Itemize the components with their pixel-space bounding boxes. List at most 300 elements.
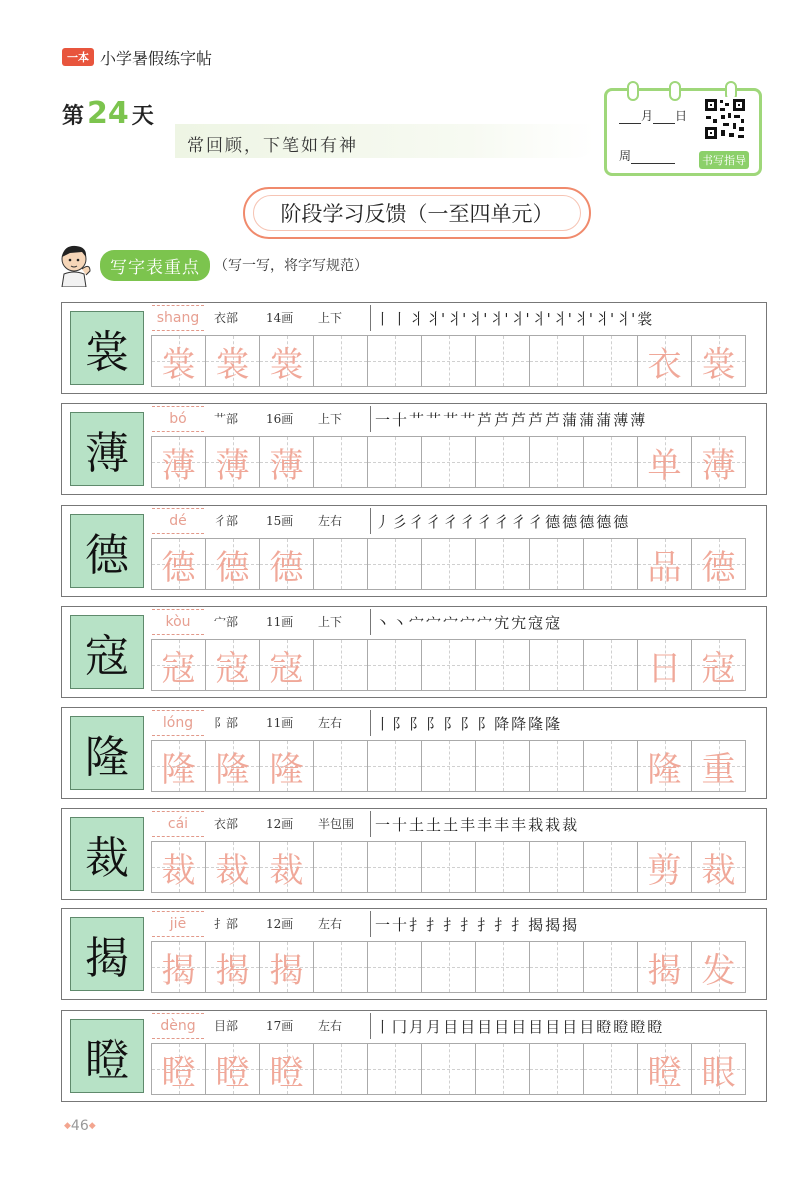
stroke-step: 冂 xyxy=(392,1017,408,1036)
word-character: 剪 xyxy=(647,850,682,891)
stroke-step: 裁 xyxy=(562,815,578,834)
practice-cell xyxy=(205,538,260,590)
practice-cell xyxy=(691,436,746,488)
practice-cell xyxy=(637,1043,692,1095)
stroke-step: 德 xyxy=(596,512,612,531)
word-character: 薄 xyxy=(701,445,736,486)
stroke-step: 目 xyxy=(460,1017,476,1036)
word-character: 裳 xyxy=(701,344,736,385)
practice-grid xyxy=(152,841,756,893)
stroke-step: 丰 xyxy=(494,815,510,834)
stroke-step: 薄 xyxy=(613,410,629,429)
structure: 上下 xyxy=(318,615,343,629)
practice-grid xyxy=(152,436,756,488)
practice-cell[interactable] xyxy=(475,740,530,792)
practice-cell xyxy=(151,335,206,387)
stroke-step: 艹 xyxy=(409,410,425,429)
stroke-step: 丰 xyxy=(460,815,476,834)
word-character: 裁 xyxy=(701,850,736,891)
stroke-step: 目 xyxy=(494,1017,510,1036)
trace-character: 薄 xyxy=(215,445,250,486)
day-blank[interactable] xyxy=(653,111,675,124)
stroke-step: 丨 xyxy=(375,309,391,328)
stroke-step: 一 xyxy=(375,815,391,834)
stroke-step: 彳 xyxy=(528,512,544,531)
date-card xyxy=(604,88,762,176)
stroke-step: 十 xyxy=(392,815,408,834)
structure: 左右 xyxy=(318,716,343,730)
stroke-step: 扌 xyxy=(409,915,425,934)
practice-cell[interactable] xyxy=(475,941,530,993)
word-character: 日 xyxy=(647,648,682,689)
stroke-step: 薄 xyxy=(630,410,646,429)
stroke-count: 11画 xyxy=(266,716,294,730)
trace-character: 隆 xyxy=(161,749,196,790)
practice-cell xyxy=(151,740,206,792)
stroke-step: 丨 xyxy=(375,714,391,733)
practice-cell xyxy=(259,436,314,488)
word-character: 重 xyxy=(701,749,736,790)
practice-cell[interactable] xyxy=(475,1043,530,1095)
practice-cell[interactable] xyxy=(421,436,476,488)
practice-cell[interactable] xyxy=(313,639,368,691)
qr-code-icon[interactable] xyxy=(703,97,747,141)
stroke-order xyxy=(370,406,756,432)
stroke-step: 丬' xyxy=(552,309,572,328)
stroke-step: 目 xyxy=(562,1017,578,1036)
stroke-count: 15画 xyxy=(266,514,294,528)
trace-character: 裁 xyxy=(269,850,304,891)
practice-cell[interactable] xyxy=(367,941,422,993)
stage-title xyxy=(243,187,591,239)
stroke-step: 丬' xyxy=(595,309,615,328)
practice-cell[interactable] xyxy=(475,335,530,387)
trace-character: 瞪 xyxy=(215,1052,250,1093)
practice-cell xyxy=(259,941,314,993)
trace-character: 裳 xyxy=(161,344,196,385)
practice-cell[interactable] xyxy=(367,538,422,590)
practice-cell xyxy=(205,941,260,993)
model-character: 裳 xyxy=(85,327,129,378)
model-character-box xyxy=(70,716,144,790)
model-character: 薄 xyxy=(85,428,129,479)
practice-cell[interactable] xyxy=(313,335,368,387)
practice-cell[interactable] xyxy=(583,639,638,691)
stroke-step: 隆 xyxy=(528,714,544,733)
model-character: 隆 xyxy=(85,732,129,783)
stroke-step: 彳 xyxy=(511,512,527,531)
stroke-step: 一 xyxy=(375,410,391,429)
practice-cell[interactable] xyxy=(367,841,422,893)
stroke-step: 目 xyxy=(528,1017,544,1036)
radical: 扌部 xyxy=(214,917,239,931)
model-character-box xyxy=(70,917,144,991)
stroke-step: 丨 xyxy=(375,1017,391,1036)
practice-cell[interactable] xyxy=(583,436,638,488)
practice-grid xyxy=(152,1043,756,1095)
practice-cell xyxy=(637,841,692,893)
stroke-step: 彳 xyxy=(443,512,459,531)
stroke-step: 揭 xyxy=(528,915,544,934)
practice-cell[interactable] xyxy=(313,1043,368,1095)
model-character-box xyxy=(70,514,144,588)
practice-cell[interactable] xyxy=(529,335,584,387)
practice-cell xyxy=(259,335,314,387)
practice-cell xyxy=(205,335,260,387)
practice-cell[interactable] xyxy=(313,941,368,993)
stroke-step: 目 xyxy=(477,1017,493,1036)
trace-character: 德 xyxy=(215,547,250,588)
stroke-step: 瞪 xyxy=(647,1017,663,1036)
practice-cell xyxy=(637,740,692,792)
practice-cell xyxy=(205,639,260,691)
stage-title-text: 阶段学习反馈（一至四单元） xyxy=(280,202,554,226)
character-row xyxy=(61,808,767,900)
model-character: 揭 xyxy=(85,933,129,984)
practice-cell xyxy=(151,941,206,993)
structure: 左右 xyxy=(318,1019,343,1033)
section-header xyxy=(56,243,368,287)
practice-cell[interactable] xyxy=(475,436,530,488)
practice-cell xyxy=(691,941,746,993)
month-label: 月 xyxy=(641,109,654,123)
trace-character: 裁 xyxy=(161,850,196,891)
stroke-step: 德 xyxy=(613,512,629,531)
stroke-order xyxy=(370,1013,756,1039)
boy-mascot-icon xyxy=(56,243,96,287)
stroke-step: 隆 xyxy=(545,714,561,733)
stroke-count: 14画 xyxy=(266,311,294,325)
trace-character: 揭 xyxy=(161,950,196,991)
stroke-step: 丬' xyxy=(447,309,467,328)
date-row xyxy=(619,107,687,124)
practice-cell[interactable] xyxy=(313,538,368,590)
stroke-step: 土 xyxy=(443,815,459,834)
practice-cell[interactable] xyxy=(583,740,638,792)
practice-cell[interactable] xyxy=(529,538,584,590)
character-row xyxy=(61,505,767,597)
stroke-step: 彡 xyxy=(392,512,408,531)
radical: 目部 xyxy=(214,1019,239,1033)
stroke-step: 阝 xyxy=(460,714,476,733)
stroke-step: 十 xyxy=(392,915,408,934)
practice-cell xyxy=(205,841,260,893)
stroke-step: 丬' xyxy=(489,309,509,328)
character-row xyxy=(61,908,767,1000)
model-character-box xyxy=(70,311,144,385)
practice-grid xyxy=(152,538,756,590)
model-character: 德 xyxy=(85,530,129,581)
trace-character: 瞪 xyxy=(269,1052,304,1093)
character-row xyxy=(61,403,767,495)
stroke-step: 丬' xyxy=(468,309,488,328)
stroke-step: 瞪 xyxy=(630,1017,646,1036)
word-character: 衣 xyxy=(647,344,682,385)
binder-ring-icon xyxy=(669,81,681,101)
stroke-step: 芦 xyxy=(477,410,493,429)
practice-cell[interactable] xyxy=(529,740,584,792)
stroke-step: 芦 xyxy=(511,410,527,429)
stroke-step: 目 xyxy=(511,1017,527,1036)
practice-cell xyxy=(637,335,692,387)
practice-cell xyxy=(151,436,206,488)
practice-cell xyxy=(205,740,260,792)
radical: 衣部 xyxy=(214,311,239,325)
stroke-step: 宀 xyxy=(477,613,493,632)
practice-cell xyxy=(691,335,746,387)
practice-cell[interactable] xyxy=(421,841,476,893)
practice-cell[interactable] xyxy=(583,1043,638,1095)
structure: 上下 xyxy=(318,412,343,426)
practice-cell[interactable] xyxy=(529,1043,584,1095)
stroke-step: 蒲 xyxy=(562,410,578,429)
character-row xyxy=(61,1010,767,1102)
trace-character: 裳 xyxy=(269,344,304,385)
stroke-count: 12画 xyxy=(266,917,294,931)
trace-character: 裳 xyxy=(215,344,250,385)
stroke-step: 宀 xyxy=(443,613,459,632)
trace-character: 裁 xyxy=(215,850,250,891)
word-character: 寇 xyxy=(701,648,736,689)
practice-cell xyxy=(691,1043,746,1095)
day-number: 24 xyxy=(87,96,129,131)
character-row xyxy=(61,302,767,394)
stroke-step: 艹 xyxy=(460,410,476,429)
stroke-step: 裳 xyxy=(637,309,653,328)
stroke-step: 丿 xyxy=(375,512,391,531)
stroke-step: 丬' xyxy=(616,309,636,328)
stroke-step: 丬' xyxy=(426,309,446,328)
trace-character: 隆 xyxy=(215,749,250,790)
word-character: 发 xyxy=(701,950,736,991)
character-info xyxy=(214,1017,342,1034)
practice-cell[interactable] xyxy=(313,841,368,893)
stroke-step: 艹 xyxy=(426,410,442,429)
character-row xyxy=(61,707,767,799)
stroke-step: 月 xyxy=(426,1017,442,1036)
practice-cell[interactable] xyxy=(529,841,584,893)
practice-cell[interactable] xyxy=(475,639,530,691)
stroke-step: 芦 xyxy=(545,410,561,429)
practice-cell xyxy=(691,639,746,691)
binder-ring-icon xyxy=(627,81,639,101)
stroke-step: 丬' xyxy=(573,309,594,328)
practice-cell[interactable] xyxy=(421,740,476,792)
stroke-step: 栽 xyxy=(545,815,561,834)
stroke-step: 蒲 xyxy=(579,410,595,429)
day-label: 日 xyxy=(675,109,688,123)
trace-character: 瞪 xyxy=(161,1052,196,1093)
practice-cell xyxy=(637,436,692,488)
trace-character: 德 xyxy=(161,547,196,588)
trace-character: 薄 xyxy=(161,445,196,486)
week-blank[interactable] xyxy=(631,151,675,164)
stroke-step: 丰 xyxy=(511,815,527,834)
practice-cell xyxy=(259,740,314,792)
stroke-count: 17画 xyxy=(266,1019,294,1033)
practice-cell xyxy=(637,941,692,993)
practice-cell xyxy=(205,1043,260,1095)
week-row xyxy=(619,147,675,164)
practice-cell[interactable] xyxy=(421,538,476,590)
trace-character: 寇 xyxy=(215,648,250,689)
practice-cell[interactable] xyxy=(475,538,530,590)
practice-cell[interactable] xyxy=(583,941,638,993)
practice-cell[interactable] xyxy=(421,335,476,387)
stroke-step: 彳 xyxy=(426,512,442,531)
practice-cell xyxy=(259,639,314,691)
stroke-step: 阝 xyxy=(409,714,425,733)
practice-cell xyxy=(259,1043,314,1095)
model-character: 寇 xyxy=(85,631,129,682)
practice-cell[interactable] xyxy=(313,436,368,488)
page-number xyxy=(64,1118,96,1134)
practice-cell xyxy=(691,740,746,792)
practice-cell xyxy=(151,538,206,590)
practice-cell[interactable] xyxy=(367,436,422,488)
stroke-step: 宄 xyxy=(511,613,527,632)
page-number-text: 46 xyxy=(70,1118,89,1134)
pinyin: dèng xyxy=(152,1013,204,1039)
day-prefix: 第 xyxy=(62,104,85,129)
practice-cell xyxy=(151,639,206,691)
week-label: 周 xyxy=(619,149,632,163)
stroke-step: 阝 xyxy=(443,714,459,733)
stroke-step: 目 xyxy=(579,1017,595,1036)
model-character-box xyxy=(70,1019,144,1093)
pinyin: cái xyxy=(152,811,204,837)
character-info xyxy=(214,613,342,630)
practice-cell xyxy=(151,1043,206,1095)
practice-grid xyxy=(152,740,756,792)
day-heading xyxy=(62,96,154,131)
stroke-step: 揭 xyxy=(562,915,578,934)
motto: 常回顾，下笔如有神 xyxy=(187,136,358,156)
character-info xyxy=(214,915,342,932)
practice-cell[interactable] xyxy=(313,740,368,792)
character-info xyxy=(214,410,342,427)
character-info xyxy=(214,309,342,326)
practice-cell[interactable] xyxy=(583,538,638,590)
stroke-step: 一 xyxy=(375,915,391,934)
word-character: 德 xyxy=(701,547,736,588)
stroke-step: 蒲 xyxy=(596,410,612,429)
radical: 艹部 xyxy=(214,412,239,426)
stroke-step: 降 xyxy=(511,714,527,733)
stroke-order xyxy=(370,911,756,937)
stroke-step: 宀 xyxy=(409,613,425,632)
practice-cell[interactable] xyxy=(367,1043,422,1095)
stroke-step: 扌 xyxy=(511,915,527,934)
brand-title: 小学暑假练字帖 xyxy=(100,48,213,68)
practice-cell[interactable] xyxy=(529,639,584,691)
stroke-step: 扌 xyxy=(443,915,459,934)
practice-cell[interactable] xyxy=(529,436,584,488)
stroke-step: 阝 xyxy=(392,714,408,733)
model-character: 裁 xyxy=(85,833,129,884)
stroke-step: 宀 xyxy=(460,613,476,632)
practice-cell[interactable] xyxy=(583,335,638,387)
practice-cell[interactable] xyxy=(421,639,476,691)
stroke-step: 彳 xyxy=(494,512,510,531)
stroke-count: 12画 xyxy=(266,817,294,831)
practice-grid xyxy=(152,639,756,691)
practice-cell xyxy=(151,841,206,893)
trace-character: 德 xyxy=(269,547,304,588)
radical: 衣部 xyxy=(214,817,239,831)
stroke-step: 扌 xyxy=(460,915,476,934)
stroke-step: 丨 xyxy=(392,309,408,328)
model-character-box xyxy=(70,615,144,689)
practice-cell[interactable] xyxy=(367,740,422,792)
stroke-step: 瞪 xyxy=(613,1017,629,1036)
practice-cell xyxy=(691,841,746,893)
stroke-step: 寇 xyxy=(545,613,561,632)
stroke-order xyxy=(370,305,756,331)
radical: 彳部 xyxy=(214,514,239,528)
stroke-count: 11画 xyxy=(266,615,294,629)
section-label: 写字表重点 xyxy=(100,250,210,281)
practice-cell[interactable] xyxy=(583,841,638,893)
trace-character: 揭 xyxy=(269,950,304,991)
pinyin: shang xyxy=(152,305,204,331)
trace-character: 揭 xyxy=(215,950,250,991)
practice-cell xyxy=(259,841,314,893)
practice-grid xyxy=(152,941,756,993)
practice-cell[interactable] xyxy=(421,941,476,993)
stroke-step: 土 xyxy=(426,815,442,834)
stroke-step: 寇 xyxy=(528,613,544,632)
character-row xyxy=(61,606,767,698)
day-suffix: 天 xyxy=(131,104,154,129)
stroke-step: 宀 xyxy=(426,613,442,632)
structure: 半包围 xyxy=(318,817,355,831)
practice-cell[interactable] xyxy=(475,841,530,893)
pinyin: dé xyxy=(152,508,204,534)
month-blank[interactable] xyxy=(619,111,641,124)
word-character: 隆 xyxy=(647,749,682,790)
practice-cell[interactable] xyxy=(367,335,422,387)
stroke-step: 芦 xyxy=(494,410,510,429)
stroke-step: 丬' xyxy=(510,309,530,328)
practice-cell xyxy=(637,639,692,691)
stroke-step: 彳 xyxy=(477,512,493,531)
pinyin: kòu xyxy=(152,609,204,635)
practice-cell[interactable] xyxy=(529,941,584,993)
character-info xyxy=(214,714,342,731)
character-info xyxy=(214,815,354,832)
stroke-step: 彳 xyxy=(460,512,476,531)
stroke-order xyxy=(370,609,756,635)
trace-character: 隆 xyxy=(269,749,304,790)
model-character: 瞪 xyxy=(85,1035,129,1086)
practice-cell[interactable] xyxy=(421,1043,476,1095)
stroke-step: 十 xyxy=(392,410,408,429)
brand-header xyxy=(62,46,212,68)
stroke-step: 扌 xyxy=(494,915,510,934)
model-character-box xyxy=(70,412,144,486)
stroke-step: 丶 xyxy=(375,613,391,632)
model-character-box xyxy=(70,817,144,891)
brand-tag: 一本 xyxy=(62,48,94,66)
practice-cell xyxy=(691,538,746,590)
stroke-step: 瞪 xyxy=(596,1017,612,1036)
trace-character: 寇 xyxy=(161,648,196,689)
practice-cell[interactable] xyxy=(367,639,422,691)
stroke-step: 德 xyxy=(562,512,578,531)
structure: 上下 xyxy=(318,311,343,325)
word-character: 瞪 xyxy=(647,1052,682,1093)
